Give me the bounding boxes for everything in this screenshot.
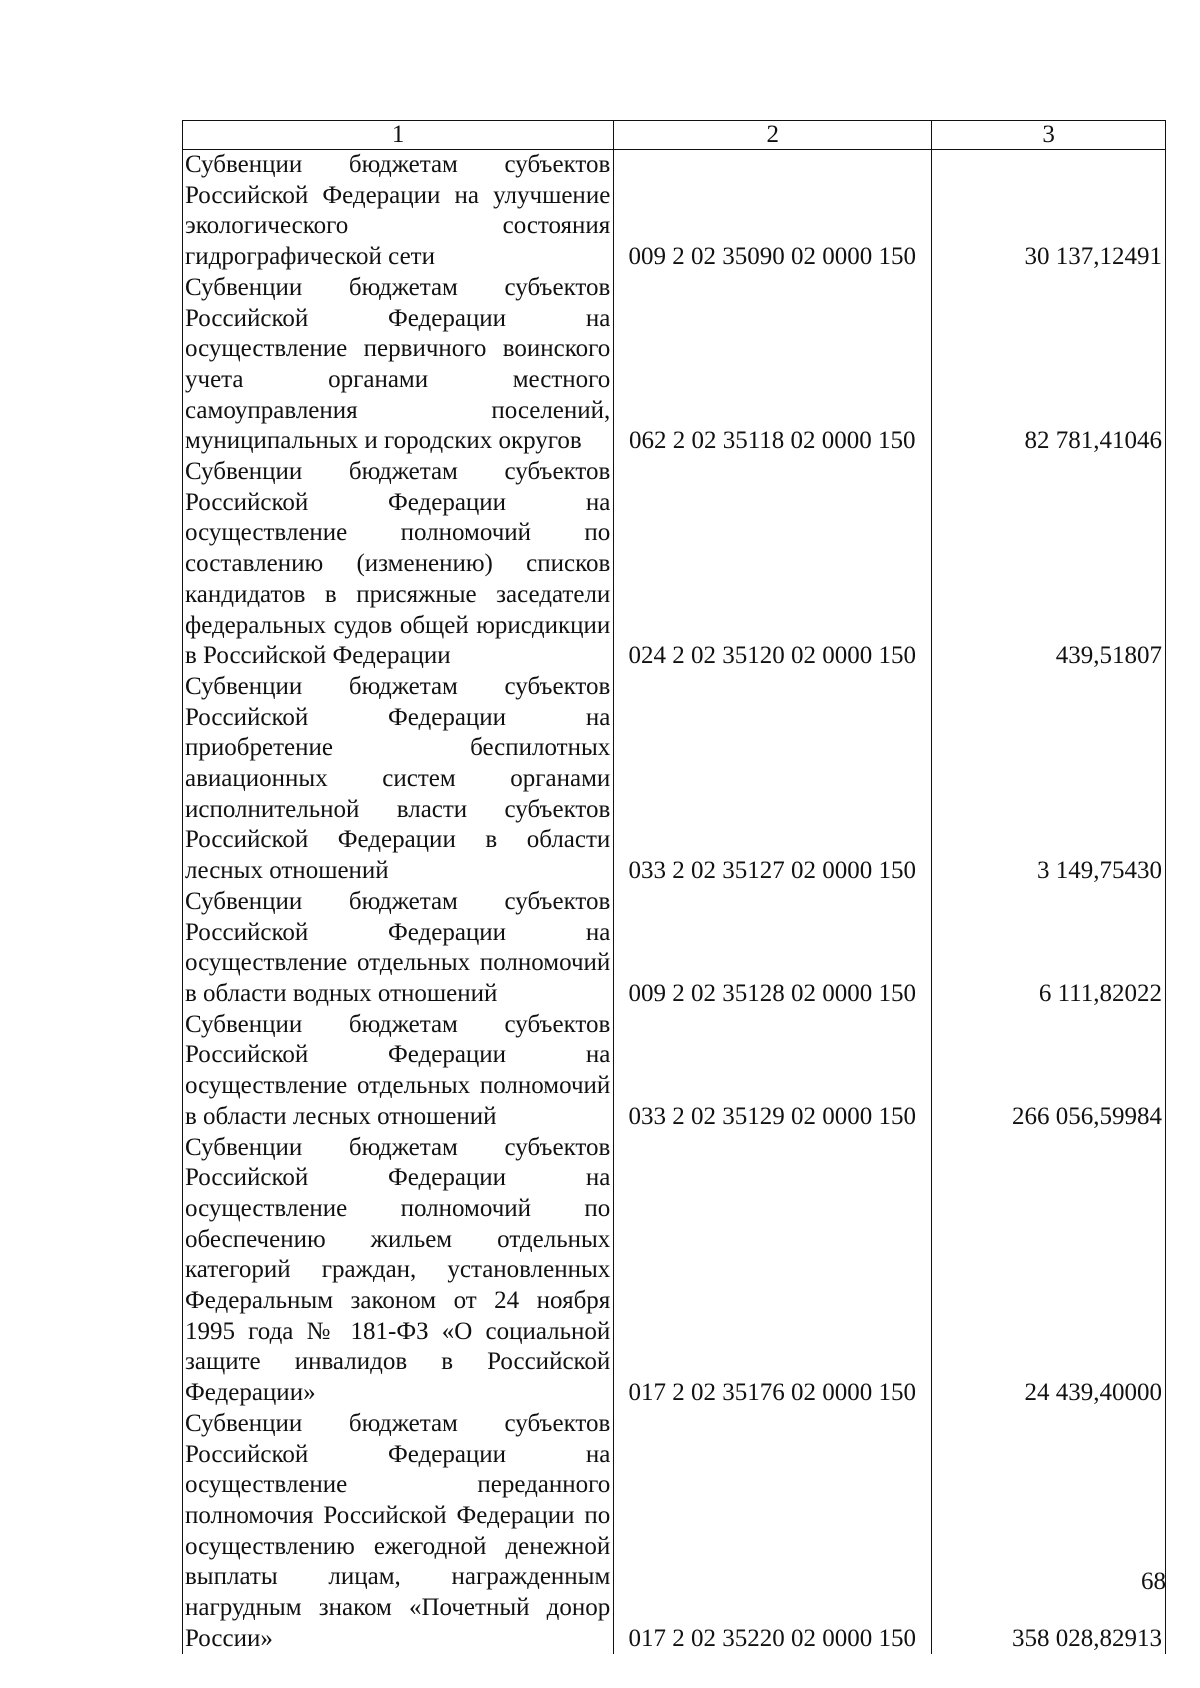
- row-amount: 358 028,82913: [932, 1409, 1166, 1655]
- row-budget-code: 017 2 02 35176 02 0000 150: [614, 1133, 932, 1409]
- column-header-2: 2: [614, 121, 932, 150]
- row-amount: 3 149,75430: [932, 672, 1166, 887]
- row-budget-code: 009 2 02 35128 02 0000 150: [614, 887, 932, 1010]
- row-description: Субвенции бюджетам субъектов Российской Федерации на осуществление первичного воинского учета органами местного самоуправления поселений, муниципальных и городских округов: [183, 273, 614, 457]
- row-budget-code: 033 2 02 35129 02 0000 150: [614, 1010, 932, 1133]
- column-header-1: 1: [183, 121, 614, 150]
- table-row: [183, 1409, 1166, 1655]
- row-amount: 6 111,82022: [932, 887, 1166, 1010]
- row-amount: 30 137,12491: [932, 150, 1166, 273]
- row-description: Субвенции бюджетам субъектов Российской Федерации на осуществление полномочий по составлению (изменению) списков кандидатов в присяжные заседатели федеральных судов общей юрисдикции в Российской Федерации: [183, 457, 614, 672]
- row-amount: 439,51807: [932, 457, 1166, 672]
- row-description: Субвенции бюджетам субъектов Российской Федерации на осуществление полномочий по обеспечению жильем отдельных категорий граждан, установленных Федеральным законом от 24 ноября 1995 года № 181-ФЗ «О социальной защите инвалидов в Российской Федерации»: [183, 1133, 614, 1409]
- row-amount: 266 056,59984: [932, 1010, 1166, 1133]
- row-description: Субвенции бюджетам субъектов Российской Федерации на приобретение беспилотных авиационных систем органами исполнительной власти субъектов Российской Федерации в области лесных отношений: [183, 672, 614, 887]
- table-row: [183, 150, 1166, 273]
- table-row: [183, 457, 1166, 672]
- row-description: Субвенции бюджетам субъектов Российской Федерации на осуществление отдельных полномочий в области лесных отношений: [183, 1010, 614, 1133]
- table-row: [183, 887, 1166, 1010]
- row-budget-code: 009 2 02 35090 02 0000 150: [614, 150, 932, 273]
- page-number: 68: [1141, 1568, 1166, 1595]
- row-description: Субвенции бюджетам субъектов Российской Федерации на улучшение экологического состояния гидрографической сети: [183, 150, 614, 273]
- row-budget-code: 017 2 02 35220 02 0000 150: [614, 1409, 932, 1655]
- column-header-3: 3: [932, 121, 1166, 150]
- row-description: Субвенции бюджетам субъектов Российской Федерации на осуществление переданного полномочия Российской Федерации по осуществлению ежегодной денежной выплаты лицам, награжденным нагрудным знаком «Почетный донор России»: [183, 1409, 614, 1655]
- table-row: [183, 672, 1166, 887]
- table-row: [183, 273, 1166, 457]
- table-row: [183, 1133, 1166, 1409]
- row-description: Субвенции бюджетам субъектов Российской Федерации на осуществление отдельных полномочий в области водных отношений: [183, 887, 614, 1010]
- table-row: [183, 1010, 1166, 1133]
- row-amount: 82 781,41046: [932, 273, 1166, 457]
- table-header-row: [183, 121, 1166, 150]
- row-budget-code: 062 2 02 35118 02 0000 150: [614, 273, 932, 457]
- row-budget-code: 024 2 02 35120 02 0000 150: [614, 457, 932, 672]
- row-amount: 24 439,40000: [932, 1133, 1166, 1409]
- budget-table: [182, 120, 1166, 1654]
- row-budget-code: 033 2 02 35127 02 0000 150: [614, 672, 932, 887]
